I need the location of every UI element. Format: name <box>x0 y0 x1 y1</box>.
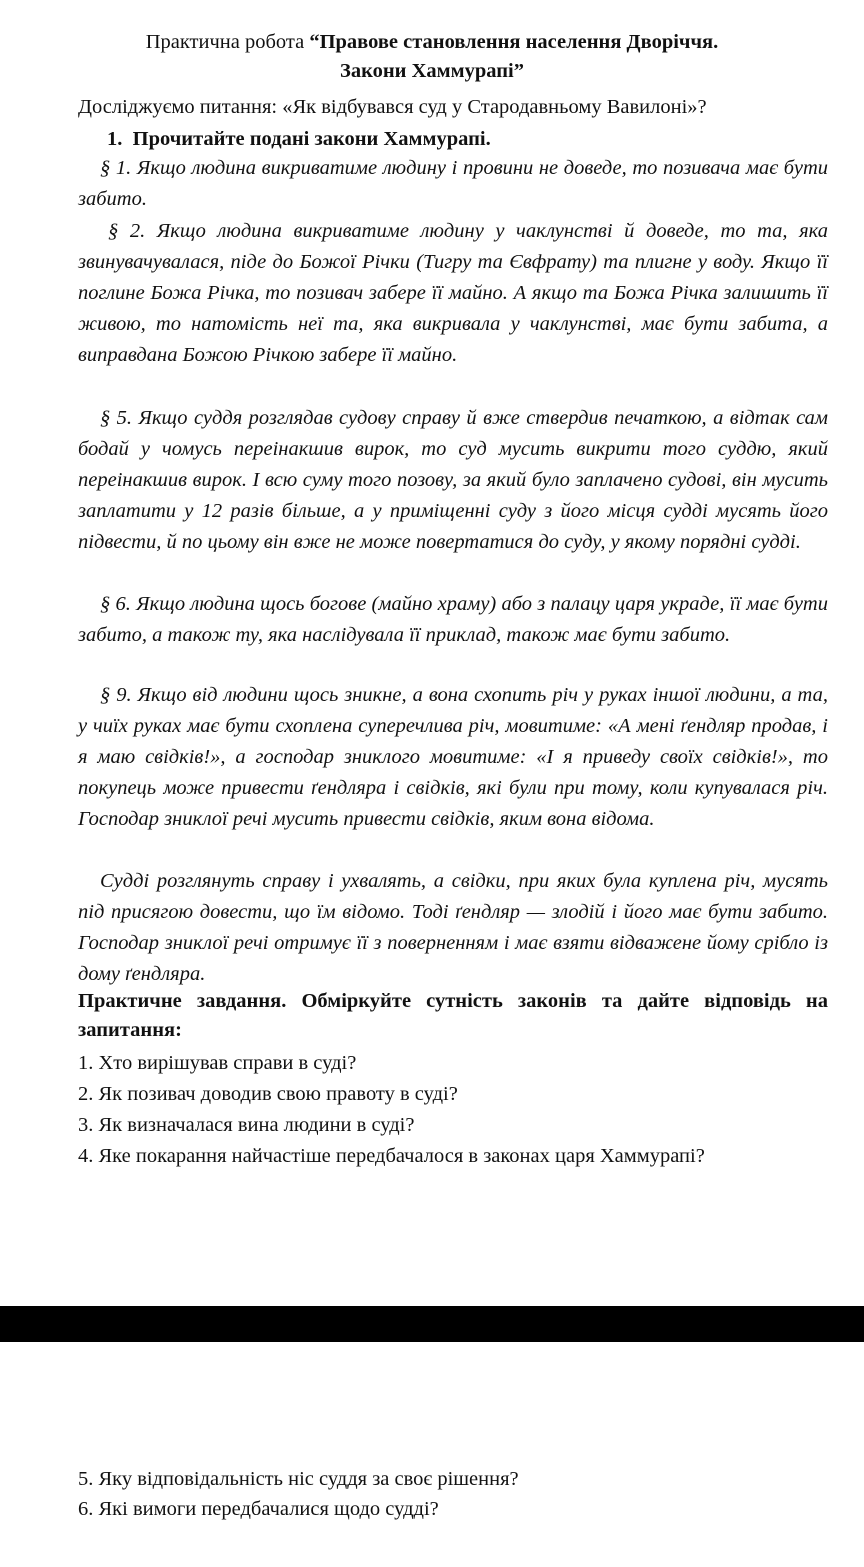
page-separator-bar <box>0 1306 864 1342</box>
law-paragraph-1: § 1. Якщо людина викриватиме людину і провини не доведе, то позивача має бути забито. <box>78 157 828 210</box>
question-5: 5. Яку відповідальність ніс суддя за своє рішення? <box>78 1468 519 1490</box>
document-title-line-1 <box>0 28 864 57</box>
law-paragraph-2: § 2. Якщо людина викриватиме людину у чаклунстві й доведе, то та, яка звинувачувалася, піде до Божої Річки (Тигру та Євфрату) та плигне у воду. Якщо її поглине Божа Річка, то позивач забере її майно. А якщо та Божа Річка залишить її живою, то натомість неї та, яка викривала у чаклунстві, має бути забита, а виправдана Божою Річкою забере її майно. <box>78 220 828 366</box>
law-paragraph-9: § 9. Якщо від людини щось зникне, а вона схопить річ у руках іншої людини, а та, у чиїх руках має бути схоплена суперечлива річ, мовитиме: «А мені ґендляр продав, і я маю свідків!», а господар зниклого мовитиме: «І я приведу своїх свідків!», то покупець може привести ґендляра і свідків, які були при тому, коли купувалася річ. Господар зниклої речі мусить привести свідків, яким вона відома. <box>78 684 828 830</box>
practical-task-heading: Практичне завдання. Обміркуйте сутність законів та дайте відповідь на запитання: <box>78 990 828 1041</box>
law-paragraph-6: § 6. Якщо людина щось богове (майно храму) або з палацу царя украде, її має бути забито, а також ту, яка наслідувала її приклад, також має бути забито. <box>78 593 828 646</box>
question-3: 3. Як визначалася вина людини в суді? <box>78 1114 415 1136</box>
document-title-line-2: Закони Хаммурапі” <box>340 60 524 82</box>
question-6: 6. Які вимоги передбачалися щодо судді? <box>78 1498 439 1520</box>
law-paragraph-5: § 5. Якщо суддя розглядав судову справу й вже ствердив печаткою, а відтак сам бодай у чомусь переінакшив вирок, то суд мусить викрити того суддю, який переінакшив вирок. І всю суму того позову, за який було заплачено судові, він мусить заплатити у 12 разів більше, а у приміщенні суду з його місця судді мусять його підвести, й по цьому він вже не може повертатися до суду, у якому порядні судді. <box>78 407 828 553</box>
question-1: 1. Хто вирішував справи в суді? <box>78 1052 357 1074</box>
law-paragraph-judges: Судді розглянуть справу і ухвалять, а свідки, при яких була куплена річ, мусять під присягою довести, що їм відомо. Тоді ґендляр — злодій і його має бути забито. Господар зниклої речі отримує її з поверненням і має взяти відважене йому срібло із дому ґендляра. <box>78 870 828 985</box>
task-1-number: 1. <box>107 128 123 150</box>
title-prefix: Практична робота <box>145 31 310 53</box>
title-topic: “Правове становлення населення Дворіччя. <box>309 31 719 53</box>
task-1-heading <box>107 126 491 152</box>
question-4: 4. Яке покарання найчастіше передбачалося в законах царя Хаммурапі? <box>78 1145 705 1167</box>
task-1-text: Прочитайте подані закони Хаммурапі. <box>132 128 491 150</box>
question-2: 2. Як позивач доводив свою правоту в суді? <box>78 1083 458 1105</box>
research-question: Досліджуємо питання: «Як відбувався суд у Стародавньому Вавилоні»? <box>78 96 707 118</box>
